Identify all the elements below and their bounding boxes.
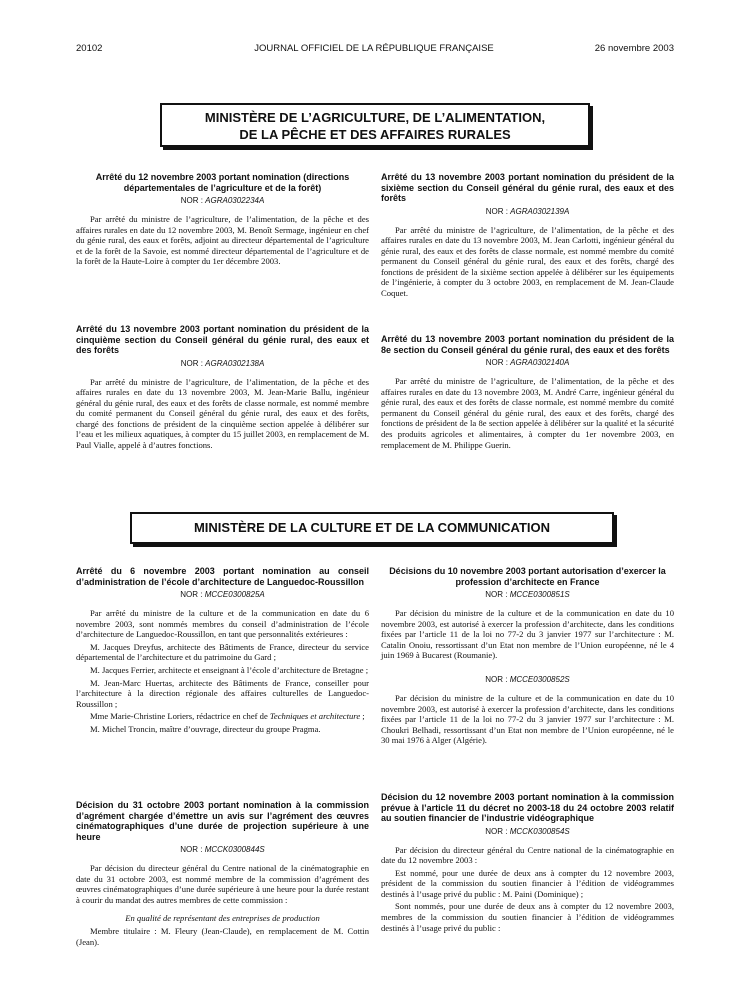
article-agra0302139a: [381, 172, 674, 301]
article-subheading: En qualité de représentant des entreprises de production: [125, 913, 320, 924]
article-paragraph: M. Michel Troncin, maître d’ouvrage, directeur du groupe Pragma.: [90, 723, 321, 734]
nor-reference: NOR : AGRA0302139A: [485, 206, 570, 216]
article-title: Décision du 31 octobre 2003 portant nomination à la commission d’agrément chargée d’émettre un avis sur l’agrément des œuvres cinématographiques d’une durée de projection supérieure à une heure: [76, 800, 369, 842]
article-paragraph: Par décision du ministre de la culture et de la communication en date du 10 novembre 2003, est autorisé à exercer la profession d’architecte, dans les conditions fixées par l’article 11 de la loi no 77-2 du 3 janvier 1977 sur l’architecture : M. Catalin Onoiu, ressortissant d’un Etat non membre de l’Union européenne, né le 4 juin 1969 à Bucarest (Roumanie).: [381, 608, 674, 661]
nor-reference: NOR : AGRA0302140A: [485, 358, 570, 367]
article-paragraph: Mme Marie-Christine Loriers, rédactrice en chef de Techniques et architecture ;: [90, 711, 365, 722]
nor-reference: NOR : MCCK0300844S: [180, 845, 265, 854]
article-title: Arrêté du 6 novembre 2003 portant nomination au conseil d’administration de l’école d’architecture de Languedoc-Roussillon: [76, 566, 369, 587]
article-agra0302140a: [381, 334, 674, 452]
article-title: Arrêté du 13 novembre 2003 portant nomination du président de la cinquième section du Conseil général du génie rural, des eaux et des forêts: [76, 324, 369, 355]
article-paragraph: Par décision du directeur général du Centre national de la cinématographie en date du 12 novembre 2003 :: [381, 844, 674, 866]
nor-reference: NOR : AGRA0302234A: [180, 196, 265, 205]
article-mcce0300851s: [381, 566, 674, 748]
article-paragraph: Par arrêté du ministre de l’agriculture, de l’alimentation, de la pêche et des affaires rurales en date du 13 novembre 2003, M. André Carre, ingénieur général du génie rural, des eaux et des forêts de classe normale, est nommé membre du comité permanent du Conseil général du génie rural, des eaux et des forêts, chargé des fonctions de président de la 8e section appelée à délibérer sur la qualité et la sécurité des produits agricoles et alimentaires, à compter du 1er novembre 2003, en remplacement de M. Philippe Guerin.: [381, 376, 674, 450]
article-paragraph: Par arrêté du ministre de l’agriculture, de l’alimentation, de la pêche et des affaires rurales en date du 13 novembre 2003, M. Jean Carlotti, ingénieur général du génie rural, des eaux et des forêts de classe normale, est nommé membre du comité permanent du Conseil général du génie rural, des eaux et des forêts, chargé des fonctions de président de la sixième section appelée à délibérer sur les équipements de l’ingénierie, à compter du 3 octobre 2003, en remplacement de M. Jean-Claude Coquet.: [381, 224, 674, 299]
article-paragraph: Par arrêté du ministre de l’agriculture, de l’alimentation, de la pêche et des affaires rurales en date du 13 novembre 2003, M. Jean-Marie Ballu, ingénieur général du génie rural, des eaux et des forêts de classe normale, est nommé membre du comité permanent du Conseil général du génie rural, des eaux et des forêts, chargé des fonctions de président de la cinquième section appelée à délibérer sur l’eau et les milieux aquatiques, à compter du 15 juillet 2003, en remplacement de M. Paul Vialle, appelé à d’autres fonctions.: [76, 376, 369, 451]
article-paragraph: M. Jacques Dreyfus, architecte des Bâtiments de France, directeur du service départemental de l’architecture et du patrimoine du Gard ;: [76, 641, 369, 663]
article-paragraph: M. Jacques Ferrier, architecte et enseignant à l’école d’architecture de Bretagne ;: [90, 664, 369, 675]
article-paragraph: Par arrêté du ministre de l’agriculture, de l’alimentation, de la pêche et des affaires rurales en date du 12 novembre 2003, M. Benoît Sermage, ingénieur en chef du génie rural, des eaux et forêts, adjoint au directeur départemental de l’agriculture et de la forêt de la Savoie, est nommé directeur départemental de l’agriculture et de la forêt de la Haute-Loire à compter du 1er décembre 2003.: [76, 214, 369, 267]
article-paragraph: Sont nommés, pour une durée de deux ans à compter du 12 novembre 2003, membres de la commission du soutien financier à l’édition de vidéogrammes destinés à l’usage privé du public :: [381, 901, 674, 933]
nor-reference: NOR : MCCE0300825A: [180, 590, 265, 599]
article-title: Décision du 12 novembre 2003 portant nomination à la commission prévue à l’article 11 du décret no 2003-18 du 24 octobre 2003 relatif au soutien financier de l’industrie vidéographique: [381, 792, 674, 823]
header-date: 26 novembre 2003: [594, 43, 674, 54]
nor-reference: NOR : MCCK0300854S: [485, 826, 570, 836]
article-paragraph: Membre titulaire : M. Fleury (Jean-Claude), en remplacement de M. Cottin (Jean).: [76, 925, 369, 947]
ministry-heading-culture: MINISTÈRE DE LA CULTURE ET DE LA COMMUNICATION: [130, 512, 614, 544]
nor-reference: NOR : AGRA0302138A: [180, 358, 265, 368]
article-mcck0300854s: [381, 792, 674, 935]
ministry-heading-line2: DE LA PÊCHE ET DES AFFAIRES RURALES: [239, 127, 511, 142]
journal-title: JOURNAL OFFICIEL DE LA RÉPUBLIQUE FRANÇAISE: [254, 43, 494, 54]
article-title: Arrêté du 12 novembre 2003 portant nomination (directions départementales de l’agriculture et de la forêt): [95, 172, 350, 193]
ministry-heading-line1: MINISTÈRE DE L’AGRICULTURE, DE L’ALIMENTATION,: [204, 110, 546, 125]
article-paragraph: Par décision du directeur général du Centre national de la cinématographie en date du 31 octobre 2003, est nommé membre de la commission d’agrément des œuvres cinématographiques d’une durée supérieure à une heure pour la durée restant à courir du mandat des autres membres de cette commission :: [76, 863, 369, 905]
article-paragraph: Par arrêté du ministre de la culture et de la communication en date du 6 novembre 2003, sont nommés membres du conseil d’administration de l’école d’architecture de Languedoc-Roussillon, en tant que personnalités extérieures :: [76, 608, 369, 640]
article-agra0302234a: [76, 172, 369, 269]
article-mcce0300825a: [76, 566, 369, 737]
nor-reference: NOR : MCCE0300852S: [485, 674, 570, 684]
article-paragraph: Par décision du ministre de la culture et de la communication en date du 10 novembre 2003, est autorisé à exercer la profession d’architecte, dans les conditions fixées par l’article 11 de la loi no 77-2 du 3 janvier 1977 sur l’architecture : M. Choukri Belhadi, ressortissant d’un Etat non membre de l’Union européenne, né le 30 mai 1976 à Alger (Algérie).: [381, 692, 674, 746]
article-mcck0300844s: [76, 800, 369, 949]
ministry-heading-agriculture: [160, 103, 590, 147]
article-title: Arrêté du 13 novembre 2003 portant nomination du président de la 8e section du Conseil général du génie rural, des eaux et des forêts: [381, 334, 674, 355]
page-number: 20102: [76, 43, 103, 54]
article-title: Décisions du 10 novembre 2003 portant autorisation d’exercer la profession d’architecte en France: [389, 566, 666, 587]
nor-reference: NOR : MCCE0300851S: [485, 590, 570, 599]
article-title: Arrêté du 13 novembre 2003 portant nomination du président de la sixième section du Conseil général du génie rural, des eaux et des forêts: [381, 172, 674, 203]
article-agra0302138a: [76, 324, 369, 453]
article-paragraph: M. Jean-Marc Huertas, architecte des Bâtiments de France, conseiller pour l’architecture à la direction régionale des affaires culturelles de Languedoc-Roussillon ;: [76, 677, 369, 709]
article-paragraph: Est nommé, pour une durée de deux ans à compter du 12 novembre 2003, président de la commission du soutien financier à l’édition de vidéogrammes destinés à l’usage privé du public : M. Paini (Dominique) ;: [381, 867, 674, 899]
